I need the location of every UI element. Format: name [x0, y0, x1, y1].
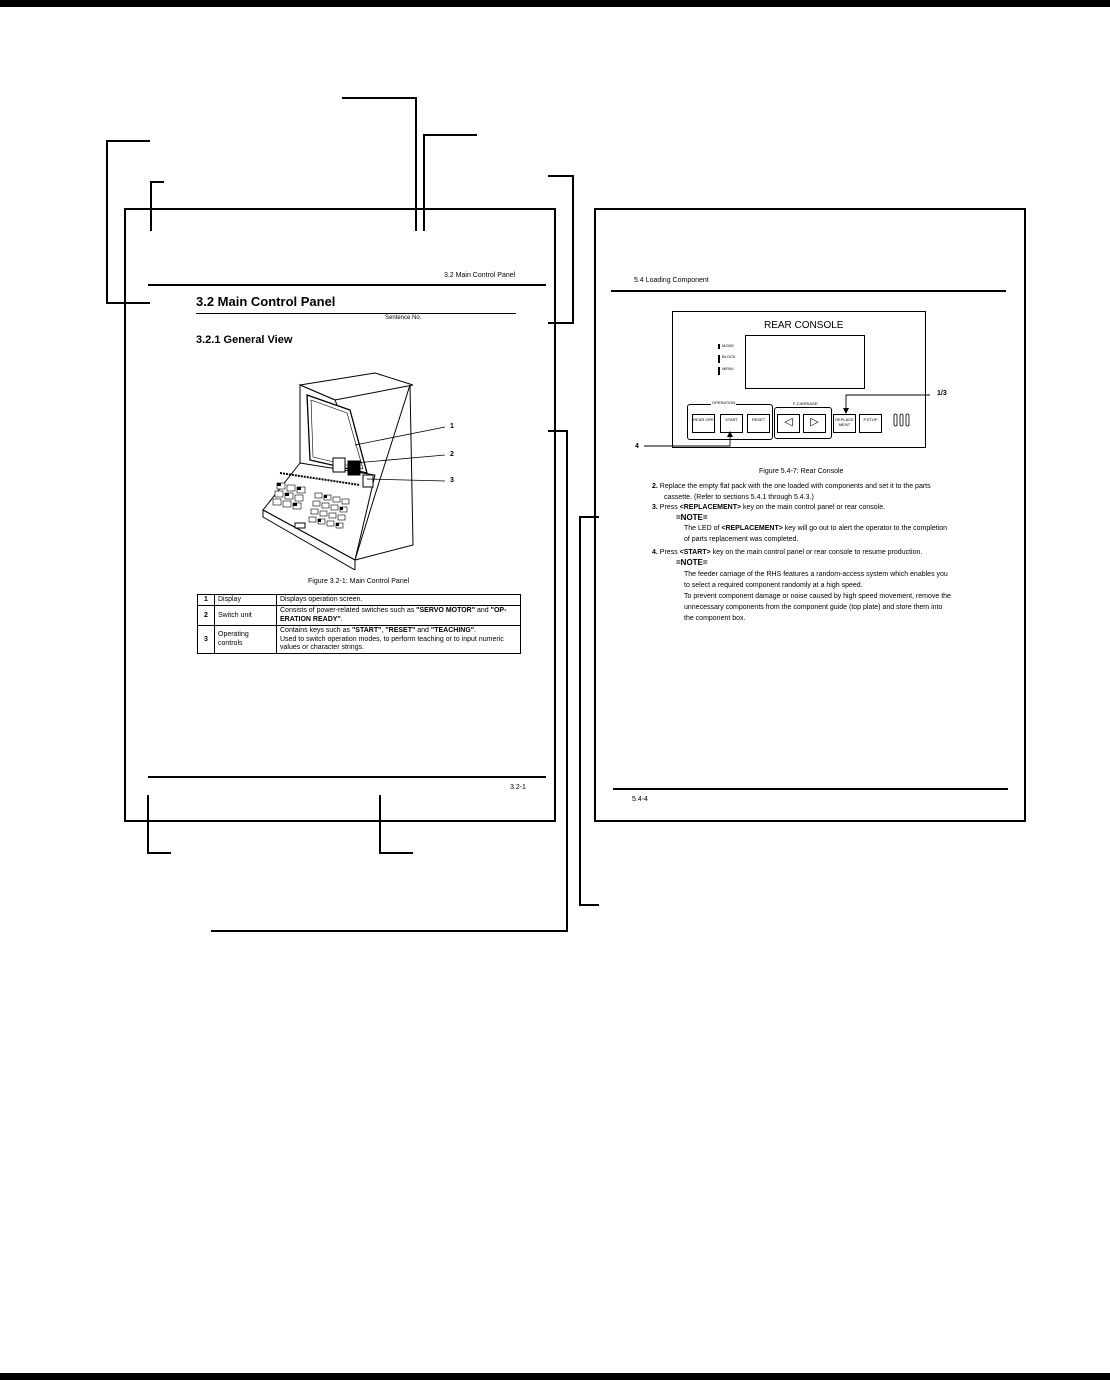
sentence-no-label: Sentence No. [385, 315, 422, 321]
console-callout-1-3: 1/3 [937, 390, 947, 397]
top-border-bar [0, 0, 1110, 7]
rear-ope-key[interactable]: REAR OPE [692, 414, 715, 433]
led-menu-indicator [718, 367, 720, 375]
led-menu-label: MENU [722, 366, 734, 371]
left-title-rule [196, 313, 516, 314]
callout-header-text [342, 97, 417, 231]
left-figure-caption: Figure 3.2-1: Main Control Panel [308, 578, 410, 585]
component-table [197, 594, 521, 654]
carriage-left-key[interactable]: ◁ [777, 414, 800, 433]
figure-callout-3: 3 [450, 477, 454, 484]
left-header-rule [148, 284, 546, 286]
callout-body-top-tick [548, 430, 568, 432]
rear-console-display [745, 335, 865, 389]
note-label-2: =NOTE= [676, 558, 708, 567]
left-footer-rule [148, 776, 546, 778]
console-callout-4: 4 [635, 443, 639, 450]
figure-callout-2: 2 [450, 451, 454, 458]
step-number: 2. [652, 483, 658, 490]
row-name: Switch unit [215, 606, 277, 626]
callout-sentence-no [548, 175, 574, 324]
row-description: Displays operation screen. [277, 595, 521, 606]
reset-key[interactable]: RESET [747, 414, 770, 433]
step-3: 3. Press <REPLACEMENT> key on the main control panel or rear console. [652, 504, 886, 511]
carriage-right-key[interactable]: ▷ [803, 414, 826, 433]
left-header-text: 3.2 Main Control Panel [444, 272, 516, 279]
callout-right-body [579, 516, 599, 906]
callout-header-left [150, 181, 164, 231]
main-control-panel-figure [255, 365, 465, 570]
step-number: 4. [652, 549, 658, 556]
operation-group-label: OPERATION [712, 400, 736, 405]
row-number: 1 [198, 595, 215, 606]
note-label-1: =NOTE= [676, 513, 708, 522]
right-footer-rule [613, 788, 1008, 790]
row-description: Consists of power-related switches such as "SERVO MOTOR" and "OP-ERATION READY". [277, 606, 521, 626]
table-row [198, 606, 521, 626]
figure-callout-1: 1 [450, 423, 454, 430]
led-mode-label: MODE [722, 343, 734, 348]
right-header-text: 5.4 Loading Component [634, 277, 709, 284]
note-1: The LED of <REPLACEMENT> key will go out to alert the operator to the completion of parts replacement was completed. [684, 525, 948, 543]
callout-title-block [106, 140, 150, 304]
right-header-rule [611, 290, 1006, 292]
console-callout-lines [630, 385, 940, 455]
step-2: 2. Replace the empty flat pack with the one loaded with components and set it to the parts cassette. (Refer to sections 5.4.1 through 5.4.3.) [652, 483, 931, 501]
left-subtitle: 3.2.1 General View [196, 334, 293, 346]
left-page-title: 3.2 Main Control Panel [196, 294, 336, 309]
step-number: 3. [652, 504, 658, 511]
p-stop-key[interactable]: P.STOP [859, 414, 882, 433]
table-row [198, 626, 521, 654]
led-block-indicator [718, 355, 720, 363]
right-page [594, 208, 1026, 822]
rear-console-title: REAR CONSOLE [764, 320, 844, 331]
left-page-number: 3.2-1 [510, 784, 526, 791]
row-name: Operating controls [215, 626, 277, 654]
row-description: Contains keys such as "START", "RESET" and "TEACHING". Used to switch operation modes, to perform teaching or to input numeric values or character strings. [277, 626, 521, 654]
carriage-group-label: F-CARRIAGE [793, 401, 818, 406]
row-number: 3 [198, 626, 215, 654]
table-row [198, 595, 521, 606]
start-key[interactable]: START [720, 414, 743, 433]
right-figure-caption: Figure 5.4-7: Rear Console [759, 468, 844, 475]
replacement-key[interactable]: REPLACE MENT [833, 414, 856, 433]
led-block-label: BLOCK [722, 354, 736, 359]
callout-footer-left [147, 795, 171, 854]
led-mode-indicator [718, 344, 720, 349]
row-name: Display [215, 595, 277, 606]
row-number: 2 [198, 606, 215, 626]
right-page-number: 5.4-4 [632, 796, 648, 803]
bottom-border-bar [0, 1373, 1110, 1380]
callout-header-line [423, 134, 477, 231]
note-2: The feeder carriage of the RHS features a random-access system which enables you to select a required component randomly at a high speed. To prevent component damage or noise caused by high speed movement, remove the unnecessary components from the component guide (top plate) and store them into the component box. [684, 571, 951, 622]
step-4: 4. Press <START> key on the main control panel or rear console to resume production. [652, 549, 923, 556]
